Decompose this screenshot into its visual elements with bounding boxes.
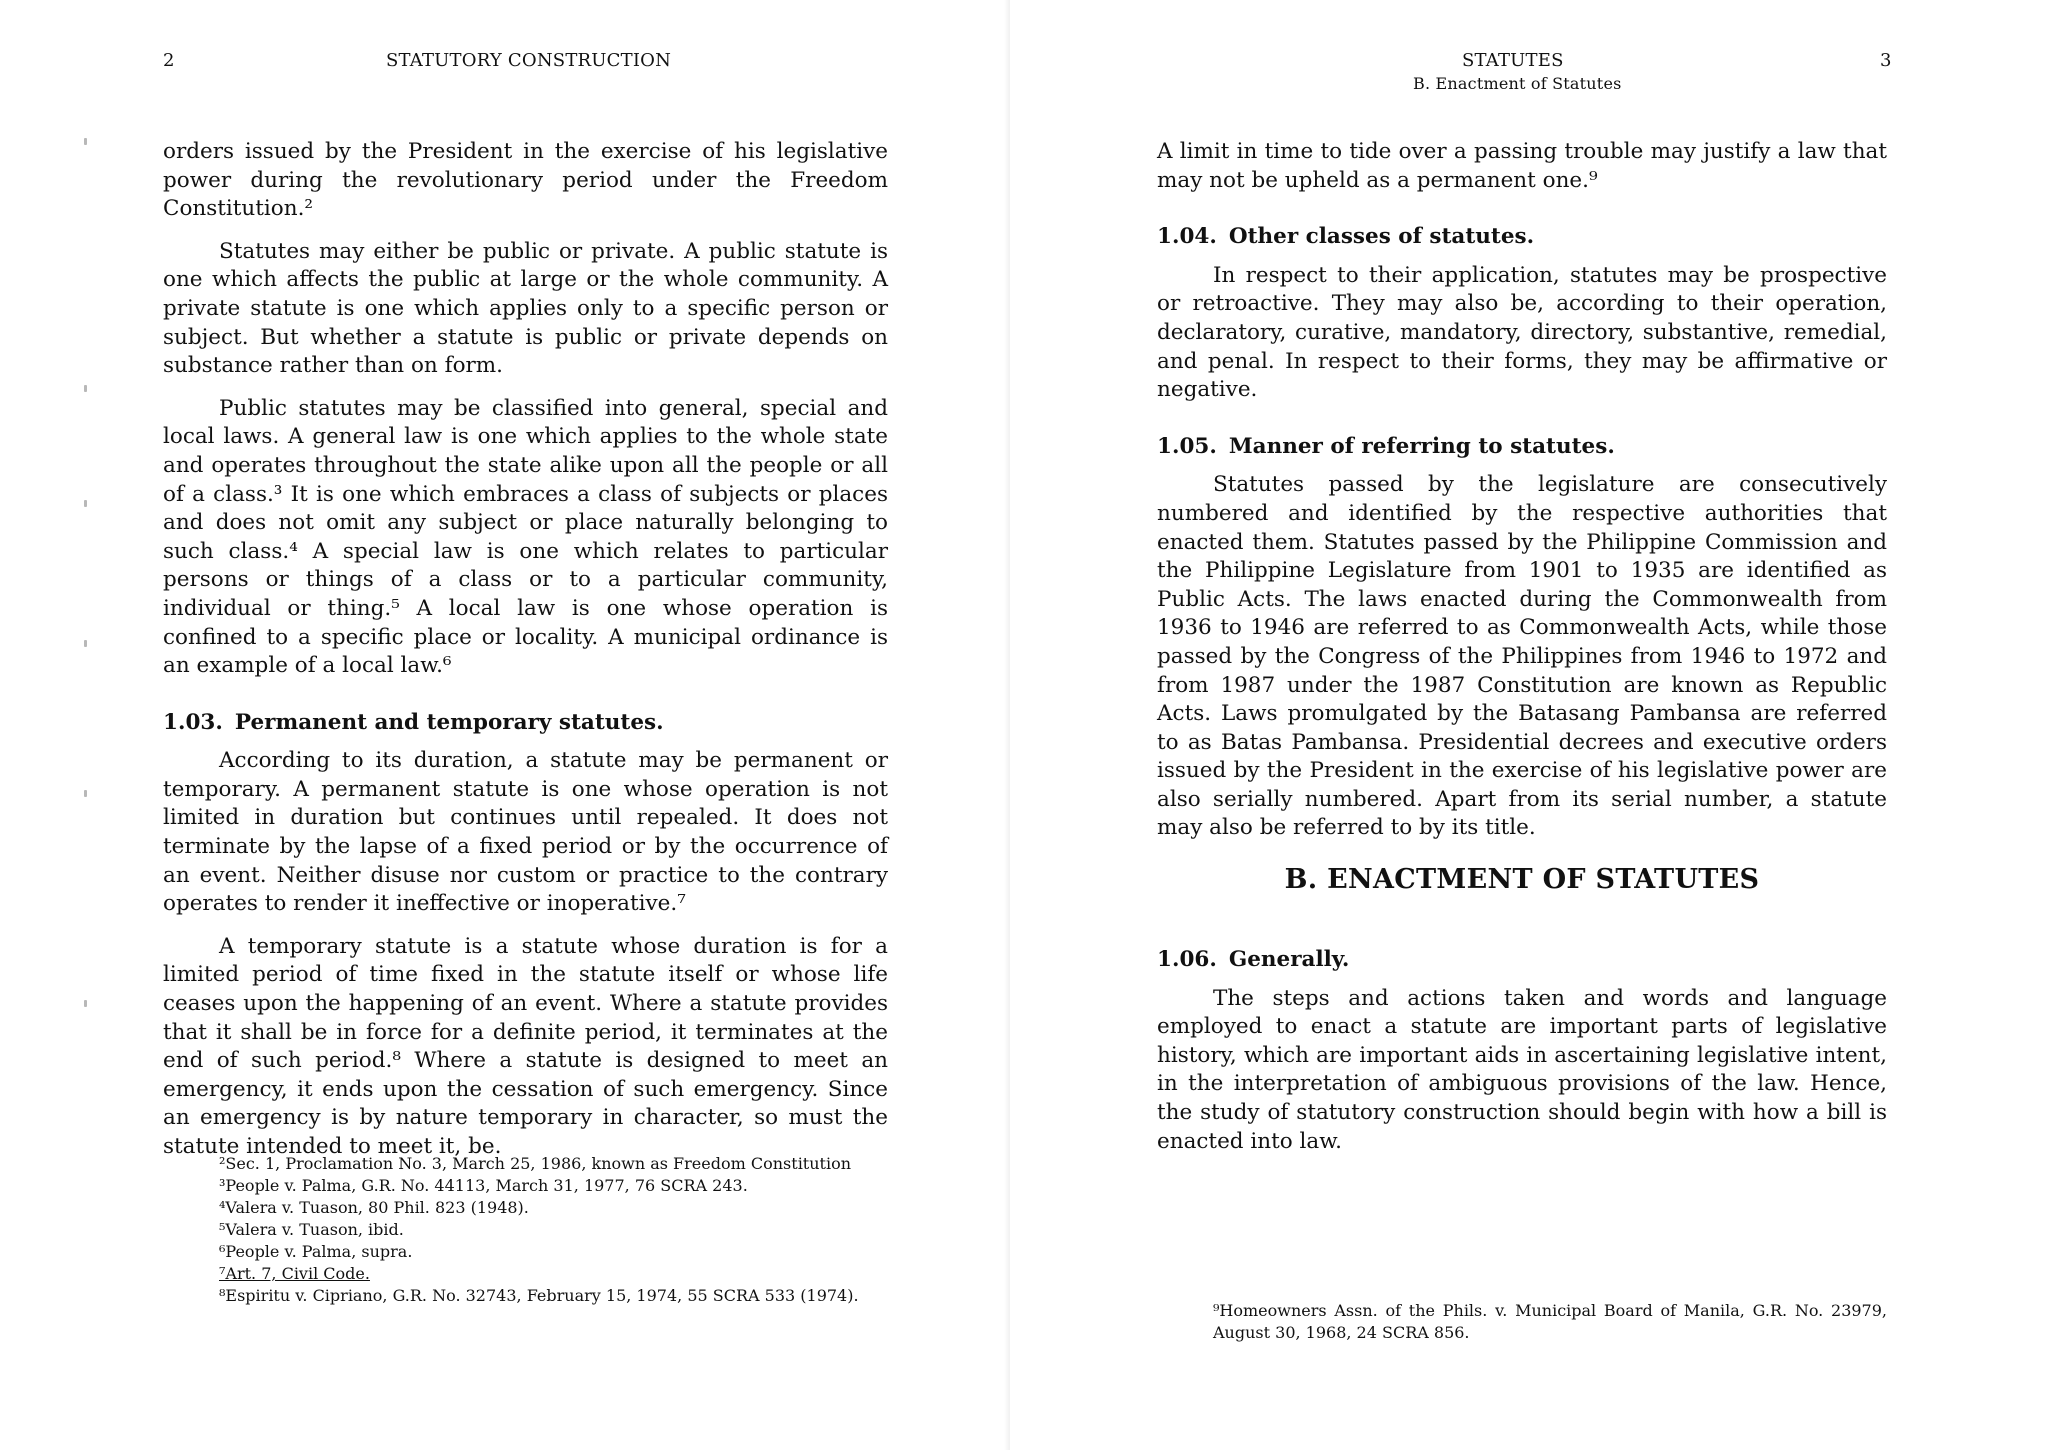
section-title: Permanent and temporary statutes.	[234, 709, 664, 735]
footnote	[163, 1285, 888, 1307]
section-title: Other classes of statutes.	[1228, 224, 1535, 250]
paragraph: orders issued by the President in the exercise of his legislative power during the revolutionary period under the Freedom Constitution.²	[163, 139, 888, 222]
scan-speck	[84, 1000, 87, 1007]
running-subhead: B. Enactment of Statutes	[1413, 74, 1622, 93]
paragraph: Public statutes may be classified into general, special and local laws. A general law is one which applies to the whole state and operates throughout the state alike upon all the people or all of a class.³ It is one which embraces a class of subjects or places and does not omit any subject or place naturally belonging to such class.⁴ A special law is one which relates to particular persons or things of a class or to a particular community, individual or thing.⁵ A local law is one whose operation is confined to a specific place or locality. A municipal ordinance is an example of a local law.⁶	[163, 395, 888, 679]
paragraph: A limit in time to tide over a passing trouble may justify a law that may not be upheld as a permanent one.⁹	[1157, 139, 1887, 193]
section-title: Manner of referring to statutes.	[1228, 433, 1615, 459]
right-body	[1157, 138, 1887, 857]
scan-speck	[84, 500, 87, 507]
footnote: ³People v. Palma, G.R. No. 44113, March 31, 1977, 76 SCRA 243.	[219, 1176, 748, 1195]
scan-speck	[84, 790, 87, 797]
section-number: 1.03.	[163, 709, 223, 735]
footnote: ⁵Valera v. Tuason, ibid.	[219, 1220, 404, 1239]
footnotes	[163, 1153, 888, 1307]
right-page	[1010, 0, 2048, 1450]
scan-speck	[84, 640, 87, 647]
section-heading-1-06	[1157, 946, 1887, 975]
paragraph: A temporary statute is a statute whose duration is for a limited period of time fixed in the statute itself or whose life ceases upon the happening of an event. Where a statute provides that it shall be in force for a definite period, it terminates at the end of such period.⁸ Where a statute is designed to meet an emergency, it ends upon the cessation of such emergency. Since an emergency is by nature temporary in character, so must the statute intended to meet it, be.	[163, 933, 888, 1159]
section-heading-1-04	[1157, 223, 1887, 252]
paragraph: According to its duration, a statute may be permanent or temporary. A permanent statute is one whose operation is not limited in duration but continues until repealed. It does not terminate by the lapse of a fixed period or by the occurrence of an event. Neither disuse nor custom or practice to the contrary operates to render it ineffective or inoperative.⁷	[163, 748, 888, 917]
running-head: STATUTORY CONSTRUCTION	[386, 50, 672, 71]
footnote: ⁷Art. 7, Civil Code.	[219, 1264, 370, 1283]
part-heading: B. ENACTMENT OF STATUTES	[1284, 864, 1760, 895]
section-number: 1.05.	[1157, 433, 1217, 459]
footnote-text: ⁹Homeowners Assn. of the Phils. v. Municipal Board of Manila, G.R. No. 23979, August 30, 1968, 24 SCRA 856.	[1213, 1301, 1887, 1342]
footnote-text: ⁸Espiritu v. Cipriano, G.R. No. 32743, February 15, 1974, 55 SCRA 533 (1974).	[219, 1286, 859, 1305]
page-number: 3	[1880, 50, 1892, 71]
footnote	[1157, 1300, 1887, 1344]
right-body-lower	[1157, 918, 1887, 1170]
paragraph: Statutes passed by the legislature are consecutively numbered and identified by the respective authorities that enacted them. Statutes passed by the Philippine Commission and the Philippine Legislature from 1901 to 1935 are identified as Public Acts. The laws enacted during the Commonwealth from 1936 to 1946 are referred to as Commonwealth Acts, while those passed by the Congress of the Philippines from 1946 to 1972 and from 1987 under the 1987 Constitution are known as Republic Acts. Laws promulgated by the Batasang Pambansa are referred to as Batas Pambansa. Presidential decrees and executive orders issued by the President in the exercise of his legislative power are also serially numbered. Apart from its serial number, a statute may also be referred to by its title.	[1157, 472, 1887, 841]
left-body	[163, 138, 888, 1176]
footnote: ⁶People v. Palma, supra.	[219, 1242, 413, 1261]
footnote: ²Sec. 1, Proclamation No. 3, March 25, 1986, known as Freedom Constitution	[219, 1154, 852, 1173]
section-number: 1.04.	[1157, 224, 1217, 250]
left-page	[0, 0, 1010, 1450]
paragraph: Statutes may either be public or private. A public statute is one which affects the public at large or the whole community. A private statute is one which applies only to a specific person or subject. But whether a statute is public or private depends on substance rather than on form.	[163, 238, 888, 379]
section-title: Generally.	[1228, 947, 1350, 972]
footnote: ⁴Valera v. Tuason, 80 Phil. 823 (1948).	[219, 1198, 529, 1217]
running-head: STATUTES	[1462, 50, 1564, 71]
section-heading-1-03	[163, 709, 888, 738]
page-number: 2	[163, 50, 175, 71]
scan-speck	[84, 385, 87, 392]
scan-speck	[84, 138, 87, 145]
paragraph: The steps and actions taken and words and language employed to enact a statute are important parts of legislative history, which are important aids in ascertaining legislative intent, in the interpretation of ambiguous provisions of the law. Hence, the study of statutory construction should begin with how a bill is enacted into law.	[1157, 985, 1887, 1154]
section-heading-1-05	[1157, 433, 1887, 462]
section-number: 1.06.	[1157, 947, 1217, 972]
paragraph: In respect to their application, statutes may be prospective or retroactive. They may also be, according to their operation, declaratory, curative, mandatory, directory, substantive, remedial, and penal. In respect to their forms, they may be affirmative or negative.	[1157, 262, 1887, 403]
